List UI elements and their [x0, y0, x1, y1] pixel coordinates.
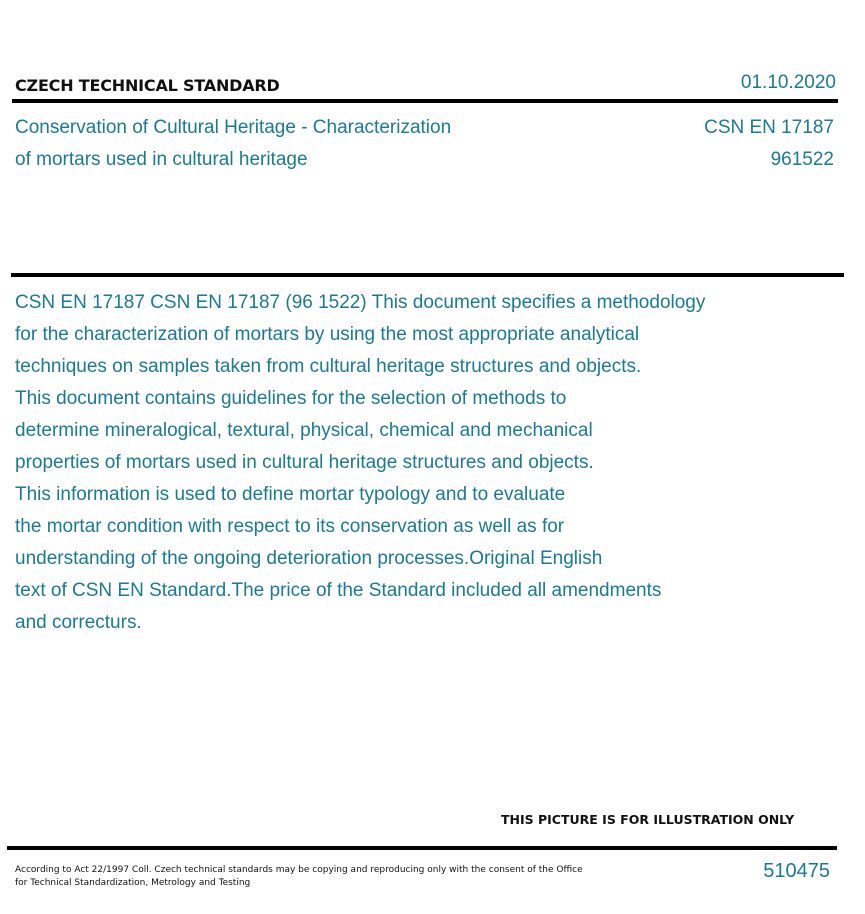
document-title-line-2: of mortars used in cultural heritage [15, 149, 308, 170]
publication-date: 01.10.2020 [740, 72, 836, 93]
document-description: CSN EN 17187 CSN EN 17187 (96 1522) This document specifies a methodology for the characterization of mortars by using the most appropriate analytical techniques on samples taken from cultural heritage structures and objects. This document contains guidelines for the selection of methods to determine mineralogical, textural, physical, chemical and mechanical properties of mortars used in cultural heritage structures and objects. This information is used to define mortar typology and to evaluate the mortar condition with respect to its conservation as well as for understanding of the ongoing deterioration processes.Original English text of CSN EN Standard.The price of the Standard included all amendments and correcturs. [15, 292, 706, 633]
footer-divider [7, 846, 837, 850]
classification-number: 961522 [770, 149, 834, 170]
document-title-line-1: Conservation of Cultural Heritage - Characterization [15, 117, 452, 138]
illustration-disclaimer: THIS PICTURE IS FOR ILLUSTRATION ONLY [501, 812, 795, 827]
legal-notice: According to Act 22/1997 Coll. Czech technical standards may be copying and reproducing only with the consent of the Office for Technical Standardization, Metrology and Testing [15, 865, 583, 888]
standard-type-label: CZECH TECHNICAL STANDARD [15, 76, 280, 95]
header-divider [12, 99, 838, 103]
product-code: 510475 [763, 860, 830, 882]
title-divider [11, 273, 844, 277]
standard-code: CSN EN 17187 [704, 117, 834, 138]
